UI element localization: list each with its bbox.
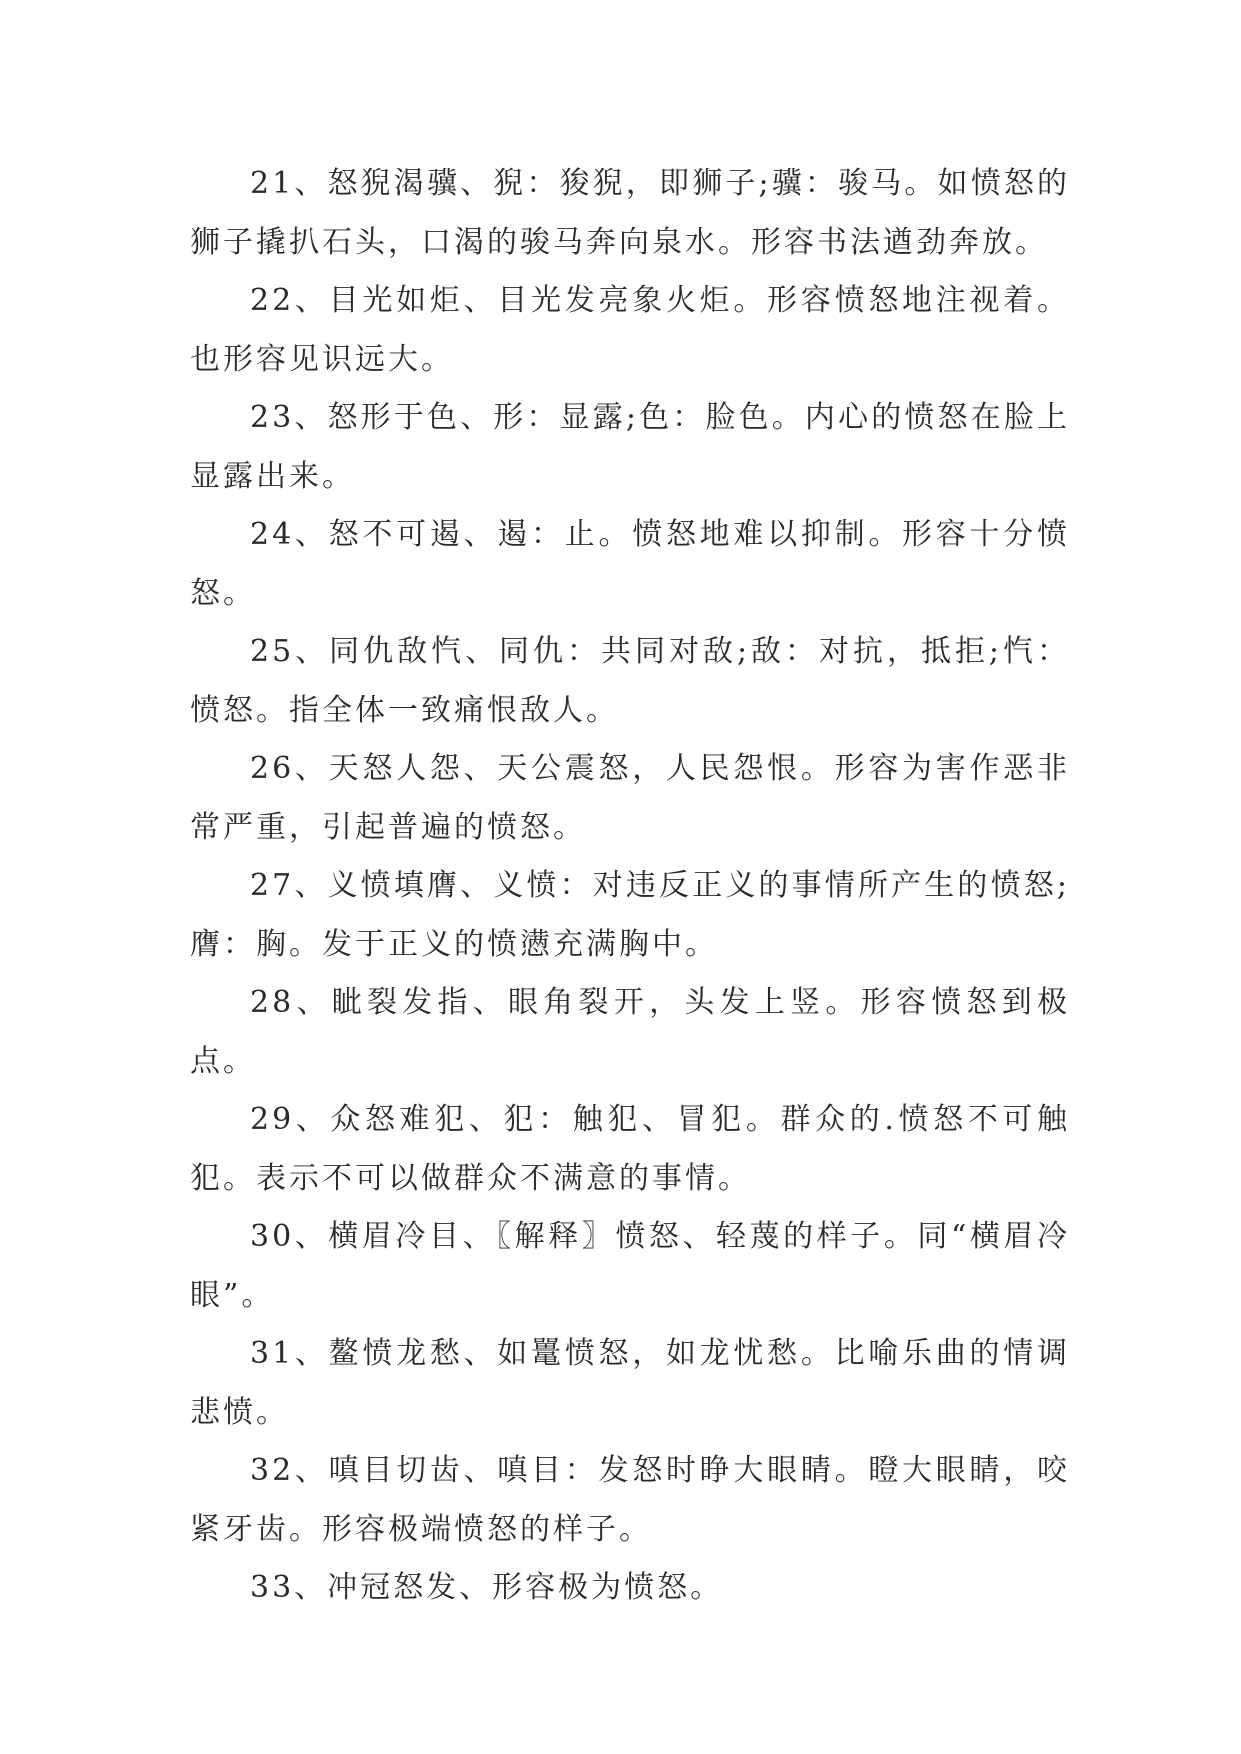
idiom-entry-31: 31、鳌愤龙愁、如鼍愤怒，如龙忧愁。比喻乐曲的情调悲愤。 [190, 1336, 1070, 1430]
idiom-entry-32: 32、嗔目切齿、嗔目：发怒时睁大眼睛。瞪大眼睛，咬紧牙齿。形容极端愤怒的样子。 [190, 1453, 1070, 1547]
idiom-entry-22: 22、目光如炬、目光发亮象火炬。形容愤怒地注视着。也形容见识远大。 [190, 283, 1070, 377]
idiom-entry-33: 33、冲冠怒发、形容极为愤怒。 [250, 1570, 724, 1605]
idiom-entry-25: 25、同仇敌忾、同仇：共同对敌;敌：对抗，抵拒;忾：愤怒。指全体一致痛恨敌人。 [190, 634, 1070, 728]
idiom-entry-21: 21、怒猊渴骥、猊：狻猊，即狮子;骥：骏马。如愤怒的狮子撬扒石头，口渴的骏马奔向泉水。形容书法遒劲奔放。 [190, 166, 1070, 260]
document-body [190, 155, 1070, 1618]
idiom-entry-27: 27、义愤填膺、义愤：对违反正义的事情所产生的愤怒;膺：胸。发于正义的愤懑充满胸中。 [190, 868, 1070, 962]
idiom-entry-28: 28、眦裂发指、眼角裂开，头发上竖。形容愤怒到极点。 [190, 985, 1070, 1079]
idiom-entry-26: 26、天怒人怨、天公震怒，人民怨恨。形容为害作恶非常严重，引起普遍的愤怒。 [190, 751, 1070, 845]
idiom-entry-24: 24、怒不可遏、遏：止。愤怒地难以抑制。形容十分愤怒。 [190, 517, 1070, 611]
idiom-entry-30: 30、横眉冷目、〖解释〗愤怒、轻蔑的样子。同“横眉冷眼”。 [190, 1219, 1070, 1313]
idiom-entry-29: 29、众怒难犯、犯：触犯、冒犯。群众的.愤怒不可触犯。表示不可以做群众不满意的事情。 [190, 1102, 1070, 1196]
idiom-entry-23: 23、怒形于色、形：显露;色：脸色。内心的愤怒在脸上显露出来。 [190, 400, 1070, 494]
